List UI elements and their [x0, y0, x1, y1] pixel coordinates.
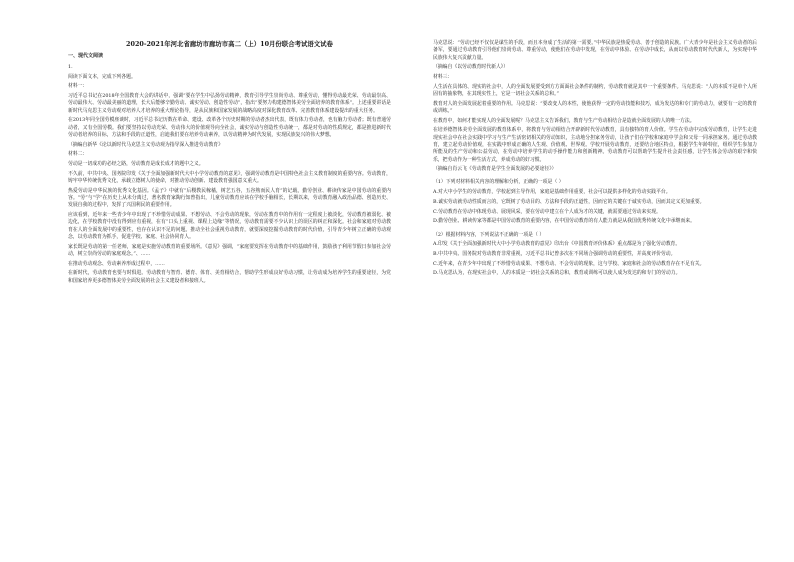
right-column [433, 40, 757, 280]
paragraph: 在新时代，劳动教育也要与时俱进。劳动教育与智育、德育、体育、美育相结合，帮助学生形成良好劳动习惯，让劳动成为培养学生的重要途径，为党和国家培养更多德智体美劳全面发展的社会主义建设者和接班人。 [68, 270, 391, 284]
source-note: （摘编自《以劳动教育时代新人》） [433, 64, 509, 71]
paragraph: 家长既是劳动的第一任老师，家庭是实施劳动教育的重要场所。《意见》强调，“家庭要发挥在劳动教育中的基础作用，鼓励孩子利用节假日参加社会劳动，树立崇尚劳动的家庭观念。”、…… [68, 243, 391, 257]
paragraph: 在教育中，如何才能实现人的全面发展呢？马克思主义告诉我们，教育与生产劳动相结合是造就全面发展的人的唯一方法。 [433, 117, 695, 124]
paragraph: 习近平总书记在2018年全国教育大会的讲话中，强调“要在学生中弘扬劳动精神，教育引导学生崇尚劳动、尊重劳动，懂得劳动最光荣、劳动最崇高、劳动最伟大、劳动最美丽的道理，长大后能够辛勤劳动、诚实劳动、创造性劳动”，指出“要努力构建德智体美劳全面培养的教育体系”。上述重要讲话是新时代马克思主义劳动观对培养人才培养的重大理论指导，是从民族和国家发展的战略高度对深化教育改革、完善教育体系建设提出的重大任务。 [68, 93, 391, 114]
paragraph: 在2013年同全国劳模座谈时，习近平总书记历数在革命、建设、改革各个历史时期的劳动者杰出代表，既有体力劳动者，也有脑力劳动者；既有普通劳动者，又有全国劳模。我们要坚持以劳动光荣、劳动伟大的价值观导向全社会，诚实劳动与创造性劳动统一，都是对劳动的性质规定，都是推进新时代劳动者培养的目标，方法和手段的正道性，启迪我们要在培养劳动素养，以劳动精神为时代发展，实现民族复兴的伟大梦想。 [68, 117, 391, 138]
left-column [68, 40, 391, 287]
material-label: 材料二： [68, 151, 88, 158]
question-stem: （2）根据材料内容，下列说法不正确的一项是（ ） [433, 231, 545, 238]
instruction: 阅读下面文本，完成下列各题。 [68, 73, 136, 80]
document-title: 2020-2021年河北省廊坊市廊坊市高二（上）10月份联合考试语文试卷 [126, 40, 333, 48]
option-a: A.印发《关于全面加强新时代大中小学劳动教育的意见》印出台《中国教育评价体系》重点都是为了强化劳动教育。 [433, 241, 681, 248]
source-note: （摘编自新华《论以新时代马克思主义劳动观为指导深入推进劳动教育》 [68, 141, 223, 148]
option-b: B.诚实劳动就劳动性质而言的，它既树了劳动目的、方法和手段的正道性，因而它的关键在于诚实劳动，因而其定义更加重要。 [433, 198, 705, 205]
paragraph: 不久前，中共中央、国务院印发《关于全面加强新时代大中小学劳动教育的意见》，强调劳动教育是中国特色社会主义教育制度的重要内容。劳动教育，铸牢中华传统优秀文化，承载立德树人的使命，对推动劳动创新、建设教育强国意义重大。 [68, 170, 391, 184]
paragraph: 教育对人的全面发展起着重要的作用。马克思说：“要改变人的本性，使他获得一定的劳动技能和技巧，成为发达的和专门的劳动力，就要有一定的教育或训练。” [433, 100, 757, 114]
question-number: 1. [68, 64, 73, 70]
paragraph: 在培养德智体美劳全面发展的教育体系中，将教育与劳动相结合开辟新时代劳动教育，具有独特的育人价值。学生在劳动中完成劳动教育，让学生走进现实社会中在社会实践中学习与生产生活密切相关的劳动知识，主动地分担家务劳动，让孩子们在学校和家庭中学会和父母一同承担家务。通过劳动教育，建立起劳动价值观，在实践中形成正确的人生观、价值观、世界观。学校开展劳动教育，还要结合地区特点，根据学生年龄特征，组织学生参加力所能及的生产劳动和公益劳动，在劳动中培养学生的动手操作能力和创新精神。劳动教育可以帮助学生提升社会责任感，让学生体会劳动的艰辛和快乐，把劳动作为一种生活方式，养成劳动的好习惯。 [433, 127, 757, 163]
paragraph: 应该看到，近年来一些青少年中出现了不珍惜劳动成果、不想劳动、不会劳动的现象，劳动在教育中的作用有一定程度上被淡化，劳动教育被弱化、被边化，在学校教育中没有得到应有重视，在有“口头上重视、课程上边缘”等情况，劳动教育需要不少认识上的误区的纠正和深化。社会和家庭对劳动教育在人的全面发展中的重要性，也存在认识不足的问题。推动全社会重视劳动教育，就要深度挖掘劳动教育的时代价值，引导青少年树立正确的劳动观念，以劳动教育为抓手，促进学校、家庭、社会协同育人。 [68, 211, 391, 240]
option-a: A.对大中小学生的劳动教育，学校起到主导作用，家庭是基础作用重要，社会可以提供多样化的劳动实践平台。 [433, 189, 671, 196]
material-label: 材料一： [68, 83, 88, 90]
paragraph: 马克思说：“劳动已经不仅仅是谋生的手段，而且本身成了生活的第一需要。”中华民族是热爱劳动、善于创造的民族。广大青少年是社会主义劳动者的后备军，要通过劳动教育引导他们崇尚劳动、尊重劳动，使他们在劳动中发现，在劳动中体验、在劳动中成长，从而以劳动教育时代代新人，为实现中华民族伟大复兴贡献力量。 [433, 40, 757, 61]
section-heading: 一、现代文阅读 [68, 53, 104, 59]
option-b: B.中共中央、国务院对劳动教育非常重视，习近平总书记曾多次在不同场合强调劳动的重要性，并高度评价劳动。 [433, 250, 676, 257]
option-d: D.马克思认为，在现实社会中，人的本质是一切社会关系的总和，教育或训练可以使人成为发达的和专门的劳动力。 [433, 270, 681, 277]
paragraph: 人生活在具体的、现实的社会中，人的全面发展要受到方方面面社会条件的制约，劳动教育就是其中一个重要条件。马克思说：“人的本质不是单个人所固有的抽象物，在其现实性上，它是一切社会关系的总和。” [433, 83, 757, 97]
option-d: D.勤劳创业、耕读传家等都是中国劳动教育的重要内容，在中国劳动教育的有人能力就是从我国优秀传统文化中承继而来。 [433, 218, 695, 225]
source-note: （摘编自肖云飞《劳动教育是学生全面发展的必要途径》） [433, 166, 557, 173]
paragraph: 热爱劳动是中华民族的优秀文化基因。《孟子》中就有“后稷教民稼穑，树艺五谷，五谷熟而民人育”的记载，勤劳创业、耕读传家是中国劳动的重要内容。“劳”与“学”在历史上从未分离过，著名教育家陶行知曾指出，儿童劳动教育应该在学校手脑相长，长期以来，劳动教育融入政治品德、创造历史、发展自我的过程中，发挥了兴国利民的重要作用。 [68, 187, 391, 209]
paragraph: 在推动劳动观念、劳动素养形成过程中，…… [68, 260, 165, 267]
paragraph: 劳动是一切成功的必经之路，劳动教育是成长成才的题中之义。 [68, 161, 204, 167]
question-stem: （1）下列对材料相关内容的理解和分析，正确的一项是（ ） [433, 179, 564, 186]
option-c: C.近年来，在青少年中出现了不珍惜劳动成果、不想劳动、不会劳动的现象，这与学校、家庭和社会的劳动教育存在不足有关。 [433, 260, 705, 267]
option-c: C.劳动教育在劳动中体现劳动、展现风采，要在劳动中建立在个人成为才的关键，就需要通过劳动来实现。 [433, 208, 661, 215]
material-label: 材料三： [433, 73, 453, 80]
